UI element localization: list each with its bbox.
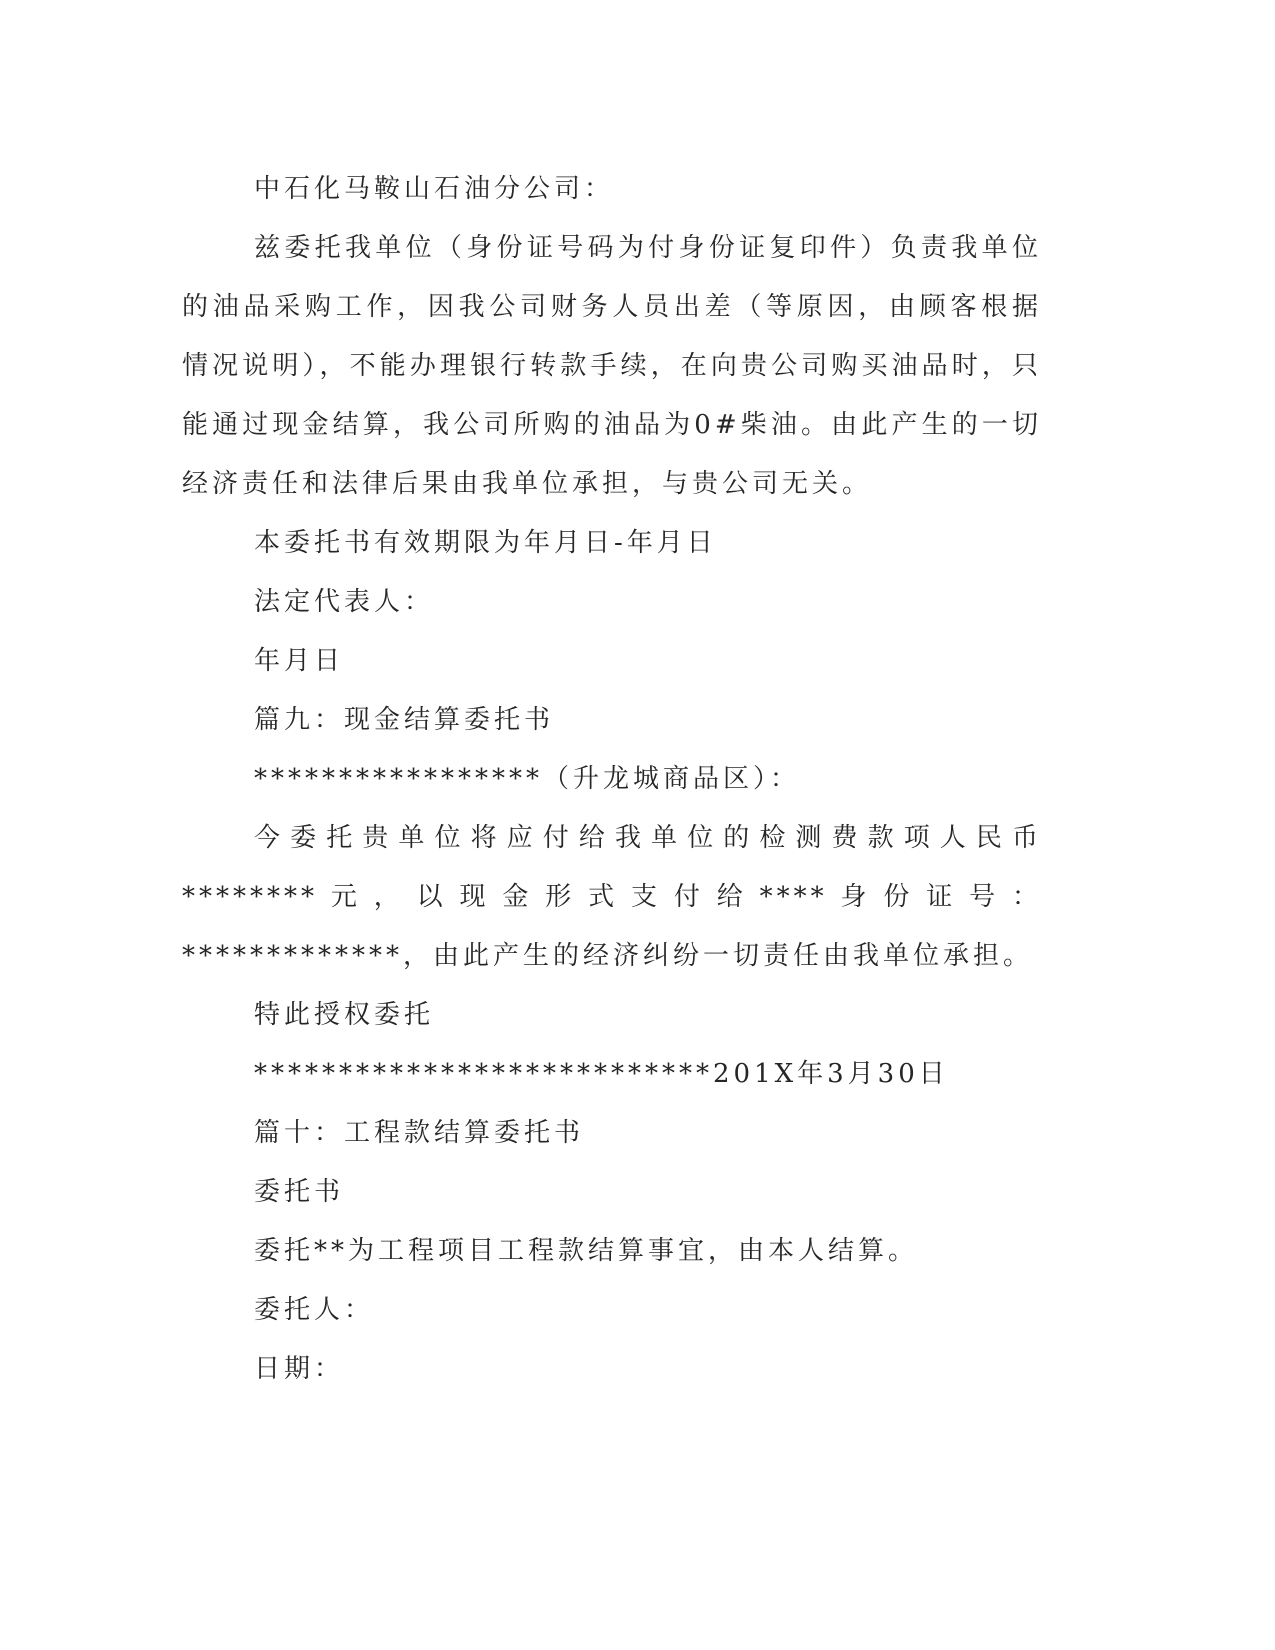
section-10-heading: 篇十：工程款结算委托书 <box>254 1118 585 1148</box>
date-field-line: 日期： <box>254 1354 345 1384</box>
section-9-recipient: *****************（升龙城商品区）： <box>254 764 801 794</box>
signature-date-line: ***************************201X年3月30日 <box>254 1059 949 1089</box>
document-body <box>182 160 1042 1399</box>
section-9-body: 今委托贵单位将应付给我单位的检测费款项人民币********元，以现金形式支付给****身份证号：*************，由此产生的经济纠纷一切责任由我单位承担。 <box>182 823 1042 971</box>
power-of-attorney-title: 委托书 <box>254 1177 345 1207</box>
section-9-heading: 篇九：现金结算委托书 <box>254 705 555 735</box>
section-10-body: 委托**为工程项目工程款结算事宜，由本人结算。 <box>254 1236 919 1266</box>
date-line: 年月日 <box>254 646 345 676</box>
special-authorization-line: 特此授权委托 <box>254 1000 435 1030</box>
principal-line: 委托人： <box>254 1295 375 1325</box>
authorization-paragraph: 兹委托我单位（身份证号码为付身份证复印件）负责我单位的油品采购工作，因我公司财务人员出差（等原因，由顾客根据情况说明），不能办理银行转款手续，在向贵公司购买油品时，只能通过现金结算，我公司所购的油品为0#柴油。由此产生的一切经济责任和法律后果由我单位承担，与贵公司无关。 <box>182 233 1042 499</box>
validity-period-line: 本委托书有效期限为年月日-年月日 <box>254 528 717 558</box>
recipient-line: 中石化马鞍山石油分公司： <box>254 174 615 204</box>
legal-representative-line: 法定代表人： <box>254 587 435 617</box>
